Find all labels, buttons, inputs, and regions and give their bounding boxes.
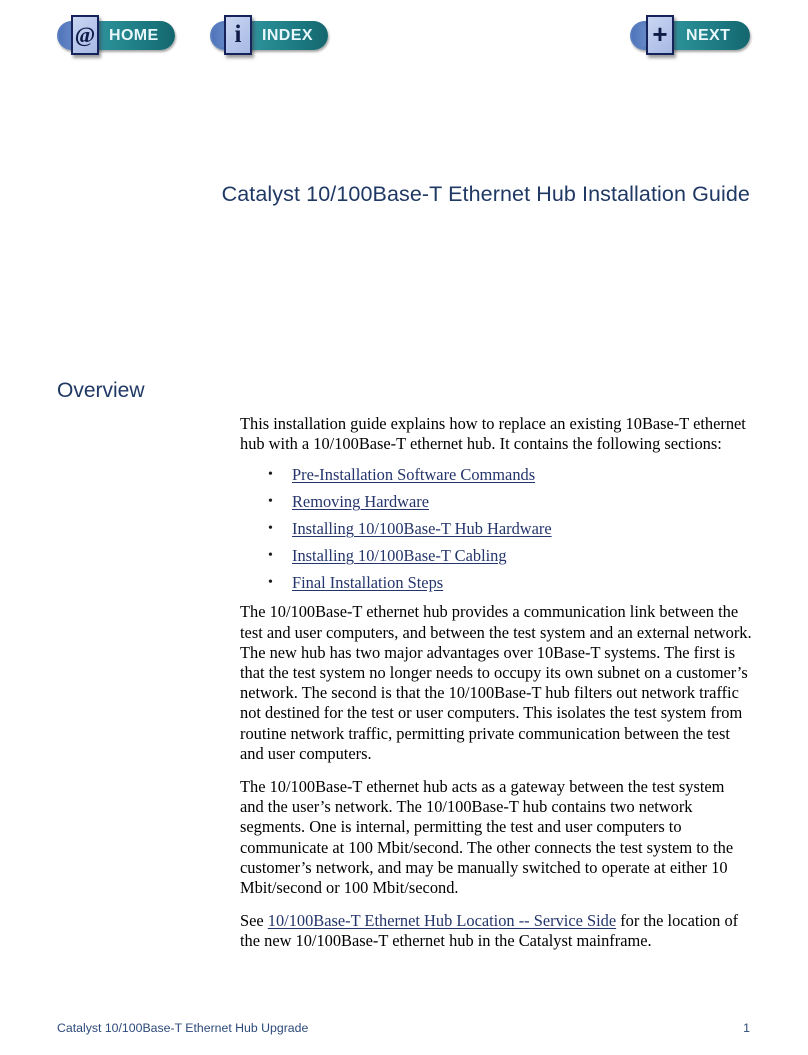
list-item [240, 546, 752, 566]
footer-page-number: 1 [743, 1021, 750, 1035]
navigation-bar [0, 0, 808, 75]
paragraph-3-prefix: See [240, 911, 268, 931]
home-button[interactable] [57, 21, 175, 50]
bullet-icon: • [268, 467, 273, 483]
list-item [240, 519, 752, 539]
link-removing-hardware[interactable]: Removing Hardware [292, 492, 429, 512]
link-installing-hub-hardware[interactable]: Installing 10/100Base-T Hub Hardware [292, 519, 552, 539]
next-button[interactable] [630, 21, 750, 50]
index-button-label: INDEX [262, 27, 313, 44]
bullet-icon: • [268, 494, 273, 510]
bullet-icon: • [268, 548, 273, 564]
body-paragraph-1: The 10/100Base-T ethernet hub provides a communication link between the test and user computers, and between the test system and an external network. The new hub has two major advantages over 10Base-T systems. The first is that the test system no longer needs to occupy its own subnet on a customer’s network. The second is that the 10/100Base-T hub filters out network traffic not destined for the test or user computers. This isolates the test system from routine network traffic, permitting private communication between the test and user computers. [240, 602, 752, 763]
intro-paragraph: This installation guide explains how to replace an existing 10Base-T ethernet hub with a 10/100Base-T ethernet hub. It contains the following sections: [240, 414, 746, 454]
section-link-list [240, 465, 752, 593]
footer-document-name: Catalyst 10/100Base-T Ethernet Hub Upgrade [57, 1021, 309, 1035]
list-item [240, 492, 752, 512]
list-item [240, 573, 752, 593]
list-item [240, 465, 752, 485]
main-content [240, 414, 752, 965]
body-paragraph-3 [240, 911, 752, 951]
bullet-icon: • [268, 575, 273, 591]
index-button[interactable] [210, 21, 328, 50]
page-title: Catalyst 10/100Base-T Ethernet Hub Installation Guide [221, 182, 750, 206]
info-icon: i [224, 15, 252, 55]
link-installing-cabling[interactable]: Installing 10/100Base-T Cabling [292, 546, 507, 566]
link-pre-installation-software-commands[interactable]: Pre-Installation Software Commands [292, 465, 536, 485]
home-button-label: HOME [109, 27, 159, 44]
next-button-label: NEXT [686, 27, 731, 44]
bullet-icon: • [268, 521, 273, 537]
paragraph-3-suffix: for the location of the new 10/100Base-T ethernet hub in the Catalyst mainframe. [240, 911, 739, 951]
body-paragraph-2: The 10/100Base-T ethernet hub acts as a gateway between the test system and the user’s network. The 10/100Base-T hub contains two network segments. One is internal, permitting the test and user computers to communicate at 100 Mbit/second. The other connects the test system to the customer’s network, and may be manually switched to operate at either 10 Mbit/second or 100 Mbit/second. [240, 777, 734, 898]
page-footer [57, 1021, 750, 1035]
at-sign-icon: @ [71, 15, 99, 55]
plus-icon: + [646, 15, 674, 55]
link-final-installation-steps[interactable]: Final Installation Steps [292, 573, 444, 593]
link-hub-location-service-side[interactable]: 10/100Base-T Ethernet Hub Location -- Service Side [267, 911, 617, 931]
section-heading-overview: Overview [57, 379, 145, 402]
